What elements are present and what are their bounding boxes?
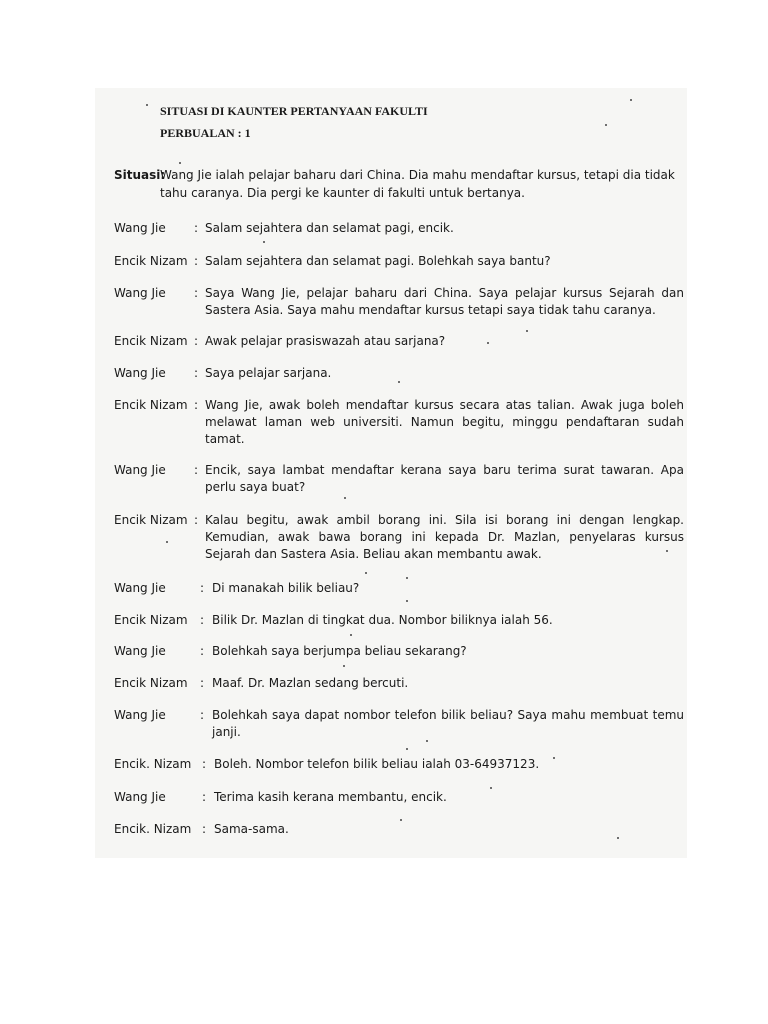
speaker-name: Wang Jie	[114, 286, 166, 300]
scan-speck	[630, 99, 632, 101]
colon-separator: :	[194, 286, 199, 300]
utterance-text: Bolehkah saya dapat nombor telefon bilik beliau? Saya mahu membuat temu janji.	[212, 708, 684, 739]
colon-separator: :	[202, 757, 207, 771]
scan-speck	[365, 572, 367, 574]
speaker-name: Wang Jie	[114, 463, 166, 477]
scan-speck	[350, 634, 352, 636]
colon-separator: :	[194, 221, 199, 235]
colon-separator: :	[200, 613, 205, 627]
colon-separator: :	[202, 822, 207, 836]
utterance-text: Bolehkah saya berjumpa beliau sekarang?	[212, 644, 467, 658]
scan-speck	[406, 600, 408, 602]
colon-separator: :	[200, 644, 205, 658]
utterance-text: Sama-sama.	[214, 822, 289, 836]
speaker-name: Wang Jie	[114, 366, 166, 380]
utterance-text: Di manakah bilik beliau?	[212, 581, 360, 595]
colon-separator: :	[194, 463, 199, 477]
scan-speck	[406, 577, 408, 579]
speaker-name: Wang Jie	[114, 581, 166, 595]
colon-separator: :	[200, 676, 205, 690]
situasi-label: Situasi:	[114, 168, 166, 182]
speaker-name: Encik Nizam	[114, 334, 188, 348]
utterance-text: Boleh. Nombor telefon bilik beliau ialah 03-64937123.	[214, 757, 540, 771]
dialogue-line	[114, 580, 684, 597]
utterance-text: Encik, saya lambat mendaftar kerana saya baru terima surat tawaran. Apa perlu saya buat?	[205, 463, 684, 494]
speaker-name: Encik Nizam	[114, 513, 188, 527]
dialogue-line	[114, 462, 684, 496]
utterance-text: Bilik Dr. Mazlan di tingkat dua. Nombor biliknya ialah 56.	[212, 613, 553, 627]
dialogue-line	[114, 285, 684, 319]
situasi-paragraph	[114, 166, 684, 202]
document-subtitle: PERBUALAN : 1	[160, 126, 251, 140]
dialogue-line	[114, 643, 684, 660]
speaker-name: Wang Jie	[114, 790, 166, 804]
utterance-text: Saya pelajar sarjana.	[205, 366, 332, 380]
colon-separator: :	[200, 708, 205, 722]
colon-separator: :	[194, 334, 199, 348]
speaker-name: Encik. Nizam	[114, 757, 192, 771]
utterance-text: Kalau begitu, awak ambil borang ini. Sila isi borang ini dengan lengkap. Kemudian, awak bawa borang ini kepada Dr. Mazlan, penyelaras kursus Sejarah dan Sastera Asia. Beliau akan membantu awak.	[205, 513, 684, 561]
speaker-name: Encik Nizam	[114, 398, 188, 412]
utterance-text: Awak pelajar prasiswazah atau sarjana?	[205, 334, 446, 348]
utterance-text: Maaf. Dr. Mazlan sedang bercuti.	[212, 676, 409, 690]
speaker-name: Wang Jie	[114, 644, 166, 658]
speaker-name: Encik Nizam	[114, 254, 188, 268]
colon-separator: :	[194, 513, 199, 527]
scan-speck	[146, 104, 148, 106]
scan-speck	[179, 162, 181, 164]
scan-speck	[605, 124, 607, 126]
dialogue-line	[114, 675, 684, 692]
situasi-text: Wang Jie ialah pelajar baharu dari China. Dia mahu mendaftar kursus, tetapi dia tidak tahu caranya. Dia pergi ke kaunter di fakulti untuk bertanya.	[160, 168, 675, 200]
dialogue-line	[114, 756, 684, 773]
scan-speck	[263, 241, 265, 243]
speaker-name: Wang Jie	[114, 708, 166, 722]
scan-speck	[344, 497, 346, 499]
colon-separator: :	[200, 581, 205, 595]
speaker-name: Encik Nizam	[114, 676, 188, 690]
scan-speck	[406, 748, 408, 750]
dialogue-line	[114, 707, 684, 741]
utterance-text: Wang Jie, awak boleh mendaftar kursus secara atas talian. Awak juga boleh melawat laman web universiti. Namun begitu, minggu pendaftaran sudah tamat.	[205, 398, 684, 446]
colon-separator: :	[194, 254, 199, 268]
dialogue-line	[114, 397, 684, 448]
dialogue-line	[114, 512, 684, 563]
document-title: SITUASI DI KAUNTER PERTANYAAN FAKULTI	[160, 104, 428, 118]
utterance-text: Saya Wang Jie, pelajar baharu dari China. Saya pelajar kursus Sejarah dan Sastera Asia. Saya mahu mendaftar kursus tetapi saya tidak tahu caranya.	[205, 286, 684, 317]
colon-separator: :	[194, 366, 199, 380]
speaker-name: Wang Jie	[114, 221, 166, 235]
utterance-text: Salam sejahtera dan selamat pagi, encik.	[205, 221, 454, 235]
speaker-name: Encik. Nizam	[114, 822, 192, 836]
colon-separator: :	[194, 398, 199, 412]
utterance-text: Terima kasih kerana membantu, encik.	[214, 790, 447, 804]
dialogue-line	[114, 789, 684, 806]
dialogue-line	[114, 612, 684, 629]
dialogue-line	[114, 365, 684, 382]
dialogue-line	[114, 333, 684, 350]
utterance-text: Salam sejahtera dan selamat pagi. Bolehkah saya bantu?	[205, 254, 551, 268]
scan-speck	[526, 330, 528, 332]
colon-separator: :	[202, 790, 207, 804]
scan-speck	[343, 665, 345, 667]
dialogue-line	[114, 253, 684, 270]
speaker-name: Encik Nizam	[114, 613, 188, 627]
dialogue-line	[114, 220, 684, 237]
dialogue-line	[114, 821, 684, 838]
